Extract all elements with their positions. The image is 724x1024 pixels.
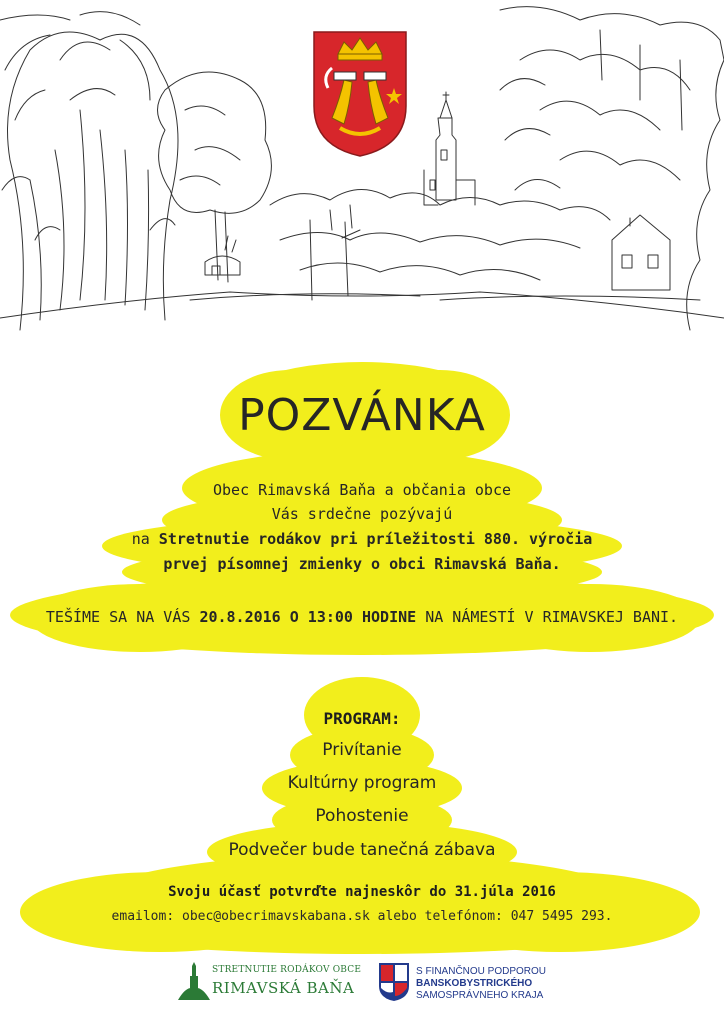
intro-line-3 <box>0 530 724 548</box>
left-tree-sketch <box>0 12 178 330</box>
program-item: Kultúrny program <box>287 773 437 793</box>
bushes-sketch <box>270 189 610 300</box>
intro-line-2: Vás srdečne pozývajú <box>271 505 453 523</box>
poster-title: POZVÁNKA <box>238 390 486 441</box>
right-house-sketch <box>612 215 670 290</box>
sponsor-line-1: S FINANČNOU PODPOROU <box>416 966 547 977</box>
sponsor-line-2-bold: BANSKOBYSTRICKÉHO <box>416 978 533 989</box>
intro-line-3-bold: Stretnutie rodákov pri príležitosti 880. výročia <box>158 530 593 548</box>
program-heading: PROGRAM: <box>323 709 401 728</box>
intro-line-4 <box>0 555 724 573</box>
intro-line-1: Obec Rimavská Baňa a občania obce <box>212 481 511 499</box>
program-item: Podvečer bude tanečná zábava <box>228 840 496 860</box>
confirm-deadline: Svoju účasť potvrďte najneskôr do 31.júla 2016 <box>168 884 556 900</box>
intro-line-3-prefix: na <box>131 530 159 548</box>
village-coat-of-arms-icon <box>310 28 410 158</box>
meeting-suffix: NA NÁMESTÍ V RIMAVSKEJ BANI. <box>416 608 679 626</box>
event-logo-big-text: RIMAVSKÁ BAŇA <box>212 979 355 997</box>
church-hill-logo-icon <box>178 962 210 1002</box>
church-sketch <box>424 92 475 205</box>
program-item: Privítanie <box>322 740 402 760</box>
region-coat-of-arms-icon <box>378 962 410 1002</box>
sponsor-line-3: SAMOSPRÁVNEHO KRAJA <box>416 990 544 1001</box>
meeting-line <box>0 608 724 626</box>
event-logo-small-text: STRETNUTIE RODÁKOV OBCE <box>212 965 362 975</box>
sponsor-logo <box>378 962 578 1006</box>
sponsor-text <box>416 966 546 1002</box>
program-item: Pohostenie <box>315 806 409 826</box>
meeting-prefix: TEŠÍME SA NA VÁS <box>45 608 200 626</box>
event-logo <box>178 962 362 1002</box>
intro-line-4-bold: prvej písomnej zmienky o obci Rimavská Baňa. <box>163 555 561 573</box>
small-house-sketch <box>205 236 240 275</box>
meeting-date: 20.8.2016 O 13:00 HODINE <box>199 608 417 626</box>
sponsor-line-2 <box>416 978 546 990</box>
contact-info: emailom: obec@obecrimavskabana.sk alebo telefónom: 047 5495 293. <box>111 909 613 924</box>
